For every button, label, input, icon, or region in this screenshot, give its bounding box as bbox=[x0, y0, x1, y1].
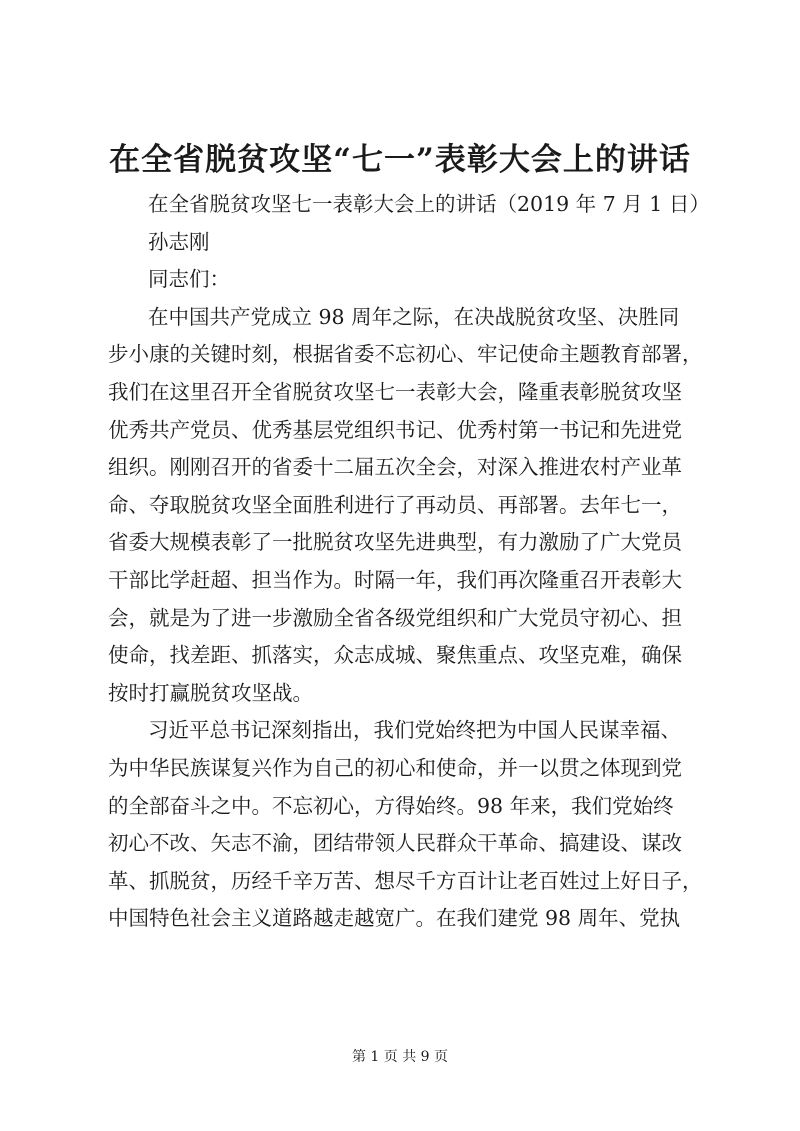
document-salutation: 同志们： bbox=[148, 267, 230, 292]
paragraph-line: 干部比学赶超、担当作为。时隔一年，我们再次隆重召开表彰大 bbox=[108, 567, 682, 592]
paragraph-2 bbox=[108, 712, 708, 938]
paragraph-line: 命、夺取脱贫攻坚全面胜利进行了再动员、再部署。去年七一， bbox=[108, 492, 682, 517]
paragraph-line: 中国特色社会主义道路越走越宽广。在我们建党 98 周年、党执 bbox=[108, 906, 681, 931]
paragraph-line: 在中国共产党成立 98 周年之际，在决战脱贫攻坚、决胜同 bbox=[148, 304, 680, 329]
paragraph-line: 的全部奋斗之中。不忘初心，方得始终。98 年来，我们党始终 bbox=[108, 793, 674, 818]
paragraph-line: 习近平总书记深刻指出，我们党始终把为中国人民谋幸福、 bbox=[148, 718, 681, 743]
page-footer: 第 1 页 共 9 页 bbox=[351, 1049, 449, 1065]
document-author: 孙志刚 bbox=[148, 229, 210, 254]
paragraph-line: 为中华民族谋复兴作为自己的初心和使命，并一以贯之体现到党 bbox=[108, 755, 682, 780]
paragraph-line: 省委大规模表彰了一批脱贫攻坚先进典型，有力激励了广大党员 bbox=[108, 530, 682, 555]
paragraph-line: 按时打赢脱贫攻坚战。 bbox=[108, 680, 313, 705]
document-title: 在全省脱贫攻坚“七一”表彰大会上的讲话 bbox=[109, 142, 691, 178]
paragraph-line: 步小康的关键时刻，根据省委不忘初心、牢记使命主题教育部署， bbox=[108, 342, 703, 367]
paragraph-line: 革、抓脱贫，历经千辛万苦、想尽千方百计让老百姓过上好日子， bbox=[108, 868, 703, 893]
paragraph-line: 优秀共产党员、优秀基层党组织书记、优秀村第一书记和先进党 bbox=[108, 417, 682, 442]
paragraph-line: 使命，找差距、抓落实，众志成城、聚焦重点、攻坚克难，确保 bbox=[108, 643, 682, 668]
document-body bbox=[108, 186, 708, 938]
document-subtitle: 在全省脱贫攻坚七一表彰大会上的讲话（2019 年 7 月 1 日） bbox=[148, 192, 710, 216]
paragraph-line: 我们在这里召开全省脱贫攻坚七一表彰大会，隆重表彰脱贫攻坚 bbox=[108, 379, 682, 404]
paragraph-line: 组织。刚刚召开的省委十二届五次全会，对深入推进农村产业革 bbox=[108, 455, 682, 480]
paragraph-line: 初心不改、矢志不渝，团结带领人民群众干革命、搞建设、谋改 bbox=[108, 831, 682, 856]
paragraph-line: 会，就是为了进一步激励全省各级党组织和广大党员守初心、担 bbox=[108, 605, 682, 630]
paragraph-1 bbox=[108, 299, 708, 713]
